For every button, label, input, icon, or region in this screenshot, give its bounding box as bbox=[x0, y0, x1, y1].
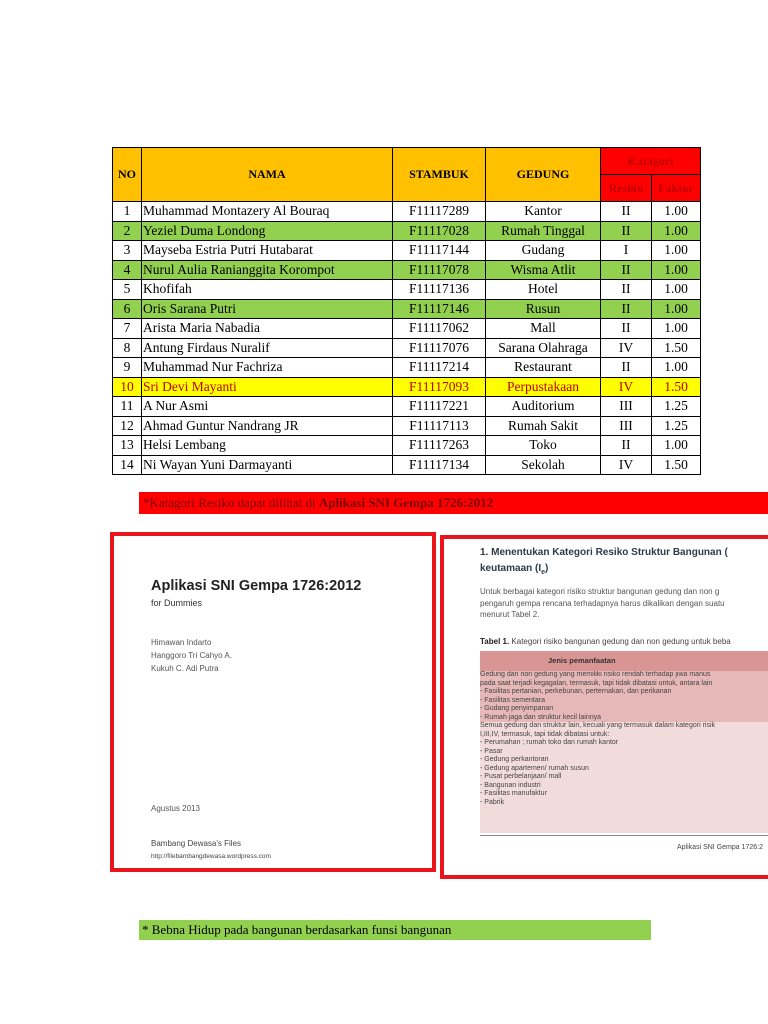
cell-resiko: II bbox=[601, 358, 652, 378]
table-line: - Bangunan industri bbox=[480, 781, 541, 789]
cell-resiko: II bbox=[601, 319, 652, 339]
cell-stambuk: F11117263 bbox=[393, 436, 486, 456]
cell-no: 14 bbox=[113, 455, 142, 475]
table-line: - Fasilitas pertanian, perkebunan, perternakan, dan perikanan bbox=[480, 688, 672, 695]
cell-gedung: Hotel bbox=[486, 280, 601, 300]
note-prefix: *Katagori Resiko dapat dilihat di bbox=[143, 495, 319, 510]
cell-gedung: Auditorium bbox=[486, 397, 601, 417]
cell-faktor: 1.00 bbox=[652, 260, 701, 280]
cell-no: 2 bbox=[113, 221, 142, 241]
doc-cover-title: Aplikasi SNI Gempa 1726:2012 bbox=[151, 578, 362, 594]
cell-no: 8 bbox=[113, 338, 142, 358]
cell-stambuk: F11117076 bbox=[393, 338, 486, 358]
table-line: Gedung dan non gedung yang memiliki risiko rendah terhadap jiwa manus bbox=[480, 671, 711, 678]
header-kategori: Katagori bbox=[601, 148, 701, 175]
header-faktor: Faktor bbox=[652, 175, 701, 202]
cell-gedung: Mall bbox=[486, 319, 601, 339]
cell-stambuk: F11117136 bbox=[393, 280, 486, 300]
doc-cover-image bbox=[110, 532, 436, 872]
risk-ii-section bbox=[480, 722, 768, 807]
cell-resiko: III bbox=[601, 397, 652, 417]
cell-stambuk: F11117078 bbox=[393, 260, 486, 280]
cell-gedung: Perpustakaan bbox=[486, 377, 601, 397]
table-line: - Fasilitas manufaktur bbox=[480, 790, 547, 797]
cell-resiko: II bbox=[601, 280, 652, 300]
cell-stambuk: F11117289 bbox=[393, 202, 486, 222]
cell-resiko: II bbox=[601, 202, 652, 222]
heading-text: keutamaan (I bbox=[480, 563, 542, 574]
cell-faktor: 1.00 bbox=[652, 358, 701, 378]
table-row-highlighted bbox=[113, 377, 701, 397]
cell-gedung: Rusun bbox=[486, 299, 601, 319]
cell-nama: Arista Maria Nabadia bbox=[142, 319, 393, 339]
risk-category-note bbox=[139, 492, 768, 514]
table-line: - Rumah jaga dan struktur kecil lainnya bbox=[480, 713, 602, 721]
cell-resiko: I bbox=[601, 241, 652, 261]
cell-faktor: 1.00 bbox=[652, 241, 701, 261]
para-line: menurut Tabel 2. bbox=[480, 610, 540, 619]
doc-page-table-body bbox=[480, 671, 768, 833]
cell-faktor: 1.00 bbox=[652, 280, 701, 300]
author: Hanggoro Tri Cahyo A. bbox=[151, 651, 232, 660]
doc-page-table-header: Jenis pemanfaatan bbox=[480, 651, 768, 671]
doc-cover-url: http://filebambangdewasa.wordpress.com bbox=[151, 853, 271, 860]
student-building-table bbox=[112, 147, 701, 475]
cell-nama: A Nur Asmi bbox=[142, 397, 393, 417]
cell-faktor: 1.00 bbox=[652, 202, 701, 222]
table-line: - Pabrik bbox=[480, 798, 505, 806]
table-line: pada saat terjadi kegagalan, termasuk, tapi tidak dibatasi untuk, antara lain bbox=[480, 679, 713, 687]
cell-resiko: II bbox=[601, 221, 652, 241]
cell-no: 10 bbox=[113, 377, 142, 397]
cell-no: 1 bbox=[113, 202, 142, 222]
note-app-name: Aplikasi SNI Gempa 1726:2012 bbox=[318, 495, 494, 510]
author: Himawan Indarto bbox=[151, 638, 212, 647]
heading-subscript: e bbox=[541, 569, 546, 576]
cell-faktor: 1.00 bbox=[652, 299, 701, 319]
doc-page-footer: Aplikasi SNI Gempa 1726:2 bbox=[677, 844, 763, 851]
cell-faktor: 1.25 bbox=[652, 416, 701, 436]
cell-nama: Muhammad Nur Fachriza bbox=[142, 358, 393, 378]
cell-no: 7 bbox=[113, 319, 142, 339]
table-row bbox=[113, 280, 701, 300]
cell-stambuk: F11117028 bbox=[393, 221, 486, 241]
table-line: I,III,IV, termasuk, tapi tidak dibatasi untuk: bbox=[480, 730, 610, 738]
cell-stambuk: F11117093 bbox=[393, 377, 486, 397]
table-row bbox=[113, 319, 701, 339]
doc-page-table-caption bbox=[480, 637, 731, 646]
cell-faktor: 1.00 bbox=[652, 436, 701, 456]
cell-faktor: 1.50 bbox=[652, 338, 701, 358]
cell-stambuk: F11117221 bbox=[393, 397, 486, 417]
table-row bbox=[113, 338, 701, 358]
para-line: pengaruh gempa rencana terhadapnya harus dikalikan dengan suatu bbox=[480, 598, 725, 608]
para-line: Untuk berbagai kategori risiko struktur bangunan gedung dan non g bbox=[480, 587, 720, 596]
table-row bbox=[113, 358, 701, 378]
doc-cover-publisher: Bambang Dewasa's Files bbox=[151, 839, 242, 848]
header-no: NO bbox=[113, 148, 142, 202]
cell-stambuk: F11117214 bbox=[393, 358, 486, 378]
header-resiko: Resiko bbox=[601, 175, 652, 202]
cell-nama: Khofifah bbox=[142, 280, 393, 300]
live-load-note bbox=[139, 920, 651, 940]
cell-gedung: Sarana Olahraga bbox=[486, 338, 601, 358]
cell-no: 11 bbox=[113, 397, 142, 417]
header-gedung: GEDUNG bbox=[486, 148, 601, 202]
cell-stambuk: F11117144 bbox=[393, 241, 486, 261]
cell-no: 6 bbox=[113, 299, 142, 319]
cell-faktor: 1.00 bbox=[652, 221, 701, 241]
cell-no: 12 bbox=[113, 416, 142, 436]
cell-nama: Muhammad Montazery Al Bouraq bbox=[142, 202, 393, 222]
cell-gedung: Rumah Sakit bbox=[486, 416, 601, 436]
cell-no: 3 bbox=[113, 241, 142, 261]
doc-page-heading bbox=[480, 545, 768, 581]
cell-nama: Yeziel Duma Londong bbox=[142, 221, 393, 241]
cell-faktor: 1.00 bbox=[652, 319, 701, 339]
cell-nama: Sri Devi Mayanti bbox=[142, 377, 393, 397]
heading-line bbox=[480, 561, 768, 581]
table-row bbox=[113, 202, 701, 222]
table-row bbox=[113, 299, 701, 319]
cell-nama: Helsi Lembang bbox=[142, 436, 393, 456]
live-load-note-text: * Bebna Hidup pada bangunan berdasarkan funsi bangunan bbox=[142, 922, 452, 937]
cell-stambuk: F11117146 bbox=[393, 299, 486, 319]
cell-gedung: Sekolah bbox=[486, 455, 601, 475]
doc-cover-authors bbox=[151, 636, 232, 675]
cell-faktor: 1.25 bbox=[652, 397, 701, 417]
table-line: Semua gedung dan struktur lain, kecuali yang termasuk dalam kategori risik bbox=[480, 722, 716, 729]
cell-resiko: IV bbox=[601, 338, 652, 358]
cell-gedung: Gudang bbox=[486, 241, 601, 261]
cell-stambuk: F11117113 bbox=[393, 416, 486, 436]
cell-no: 9 bbox=[113, 358, 142, 378]
cell-nama: Nurul Aulia Ranianggita Korompot bbox=[142, 260, 393, 280]
table-row bbox=[113, 241, 701, 261]
cell-faktor: 1.50 bbox=[652, 455, 701, 475]
table-row bbox=[113, 416, 701, 436]
cell-no: 5 bbox=[113, 280, 142, 300]
doc-page-image bbox=[440, 535, 768, 879]
cell-gedung: Toko bbox=[486, 436, 601, 456]
table-line: - Pusat perbelanjaan/ mall bbox=[480, 773, 562, 780]
doc-cover-subtitle: for Dummies bbox=[151, 598, 203, 608]
caption-text: Kategori risiko bangunan gedung dan non gedung untuk beba bbox=[509, 637, 731, 646]
table-row bbox=[113, 221, 701, 241]
cell-resiko: IV bbox=[601, 377, 652, 397]
cell-nama: Mayseba Estria Putri Hutabarat bbox=[142, 241, 393, 261]
cell-gedung: Restaurant bbox=[486, 358, 601, 378]
cell-gedung: Wisma Atlit bbox=[486, 260, 601, 280]
cell-resiko: III bbox=[601, 416, 652, 436]
author: Kukuh C. Adi Putra bbox=[151, 664, 219, 673]
header-nama: NAMA bbox=[142, 148, 393, 202]
doc-cover-date: Agustus 2013 bbox=[151, 804, 200, 813]
cell-no: 4 bbox=[113, 260, 142, 280]
cell-stambuk: F11117062 bbox=[393, 319, 486, 339]
table-row bbox=[113, 260, 701, 280]
table-line: - Pasar bbox=[480, 747, 503, 755]
table-line: - Gudang penyimpanan bbox=[480, 705, 554, 712]
cell-no: 13 bbox=[113, 436, 142, 456]
cell-resiko: II bbox=[601, 260, 652, 280]
cell-gedung: Kantor bbox=[486, 202, 601, 222]
table-row bbox=[113, 436, 701, 456]
table-line: - Fasilitas sementara bbox=[480, 696, 545, 704]
table-line: - Perumahan ; rumah toko dan rumah kantor bbox=[480, 739, 619, 746]
cell-nama: Antung Firdaus Nuralif bbox=[142, 338, 393, 358]
caption-label: Tabel 1. bbox=[480, 637, 510, 646]
doc-page-paragraph bbox=[480, 586, 725, 621]
divider bbox=[480, 835, 768, 836]
risk-i-section bbox=[480, 671, 768, 722]
table-line: - Gedung perkantoran bbox=[480, 756, 549, 763]
cell-nama: Oris Sarana Putri bbox=[142, 299, 393, 319]
cell-nama: Ni Wayan Yuni Darmayanti bbox=[142, 455, 393, 475]
cell-stambuk: F11117134 bbox=[393, 455, 486, 475]
cell-resiko: II bbox=[601, 436, 652, 456]
cell-gedung: Rumah Tinggal bbox=[486, 221, 601, 241]
cell-resiko: II bbox=[601, 299, 652, 319]
table-row bbox=[113, 455, 701, 475]
header-stambuk: STAMBUK bbox=[393, 148, 486, 202]
cell-resiko: IV bbox=[601, 455, 652, 475]
cell-nama: Ahmad Guntur Nandrang JR bbox=[142, 416, 393, 436]
cell-faktor: 1.50 bbox=[652, 377, 701, 397]
table-row bbox=[113, 397, 701, 417]
table-line: - Gedung apartemen/ rumah susun bbox=[480, 764, 589, 772]
heading-line: 1. Menentukan Kategori Resiko Struktur Bangunan ( bbox=[480, 547, 728, 558]
heading-end: ) bbox=[545, 563, 549, 574]
